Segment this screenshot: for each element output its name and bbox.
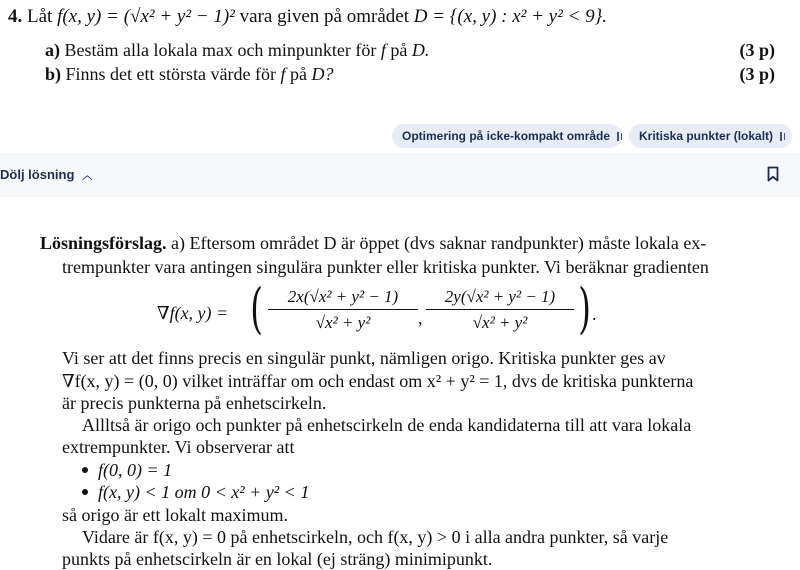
solution-text-1: a) Eftersom området D är öppet (dvs saknar randpunkter) måste lokala ex-	[171, 233, 707, 253]
solution-line-8: så origo är ett lokalt maximum.	[62, 505, 288, 525]
solution-line-6: Allltså är origo och punkter på enhetscirkeln de enda kandidaterna till att vara lokala	[82, 415, 692, 435]
hide-solution-button[interactable]	[0, 167, 92, 182]
gradient-comma: ,	[418, 308, 423, 328]
problem-domain: D = {(x, y) : x² + y² < 9}.	[413, 6, 607, 27]
gradient-denominator-x: √x² + y²	[315, 313, 371, 332]
part-a-var: f	[380, 40, 386, 60]
part-a-text: Bestäm alla lokala max och minpunkter för	[64, 40, 377, 60]
bullet-item-2: f(x, y) < 1 om 0 < x² + y² < 1	[82, 481, 309, 503]
bookmark-icon[interactable]	[767, 166, 779, 182]
solution-line-10: punkts på enhetscirkeln är en lokal (ej sträng) minimipunkt.	[62, 549, 493, 569]
solution-line-4: ∇f(x, y) = (0, 0) vilket inträffar om och endast om x² + y² = 1, dvs de kritiska punkterna	[62, 371, 694, 391]
solution-line-3: Vi ser att det finns precis en singulär punkt, nämligen origo. Kritiska punkter ges av	[62, 348, 666, 368]
chevron-up-icon: ︿	[82, 171, 93, 182]
part-a-points: (3 p)	[739, 40, 775, 60]
tag-critical-points[interactable]	[629, 124, 792, 148]
gradient-numerator-x: 2x(√x² + y² − 1)	[268, 287, 418, 310]
part-b-var: f	[280, 64, 286, 84]
book-icon	[780, 132, 782, 141]
left-paren: (	[250, 277, 263, 340]
gradient-end: .	[592, 304, 597, 324]
part-a-label: a)	[45, 40, 60, 60]
solution-heading: Lösningsförslag.	[40, 233, 167, 253]
solution-line-9: Vidare är f(x, y) = 0 på enhetscirkeln, och f(x, y) > 0 i alla andra punkter, så varje	[82, 527, 669, 547]
tag-optimization[interactable]	[392, 124, 622, 148]
part-b	[45, 62, 775, 86]
part-b-text2: på	[290, 64, 307, 84]
book-icon	[617, 132, 619, 141]
solution-line-1	[40, 232, 706, 254]
tag-optimization-label: Optimering på icke-kompakt område	[402, 129, 611, 143]
gradient-denominator-y: √x² + y²	[472, 313, 528, 332]
hide-solution-label: Dölj lösning	[0, 167, 75, 182]
gradient-lhs: ∇f(x, y) =	[157, 303, 229, 323]
bullet-item-1: f(0, 0) = 1	[82, 459, 172, 481]
part-a-text2: på	[390, 40, 408, 60]
part-b-label: b)	[45, 64, 62, 84]
solution-line-2: trempunkter vara antingen singulära punkter eller kritiska punkter. Vi beräknar gradienten	[62, 257, 709, 277]
solution-line-7: extrempunkter. Vi observerar att	[62, 437, 295, 457]
solution-toggle-bar	[0, 153, 800, 197]
bullet-dot	[82, 489, 88, 495]
problem-number: 4.	[8, 6, 23, 27]
problem-mid: vara given på området	[239, 6, 409, 27]
problem-function: f(x, y) = (√x² + y² − 1)²	[57, 6, 235, 27]
problem-intro: Låt	[27, 6, 53, 27]
part-a-dom: D.	[411, 40, 430, 60]
right-paren: )	[578, 277, 591, 340]
gradient-numerator-y: 2y(√x² + y² − 1)	[426, 287, 574, 310]
part-a	[45, 38, 775, 62]
solution-line-5: är precis punkterna på enhetscirkeln.	[62, 393, 327, 413]
part-b-points: (3 p)	[739, 64, 775, 84]
part-b-dom: D?	[311, 64, 334, 84]
tag-critical-points-label: Kritiska punkter (lokalt)	[639, 129, 774, 143]
gradient-fraction-y	[426, 287, 574, 333]
problem-statement	[8, 4, 792, 30]
bullet-dot	[82, 467, 88, 473]
gradient-fraction-x	[268, 287, 418, 333]
part-b-text: Finns det ett största värde för	[65, 64, 276, 84]
